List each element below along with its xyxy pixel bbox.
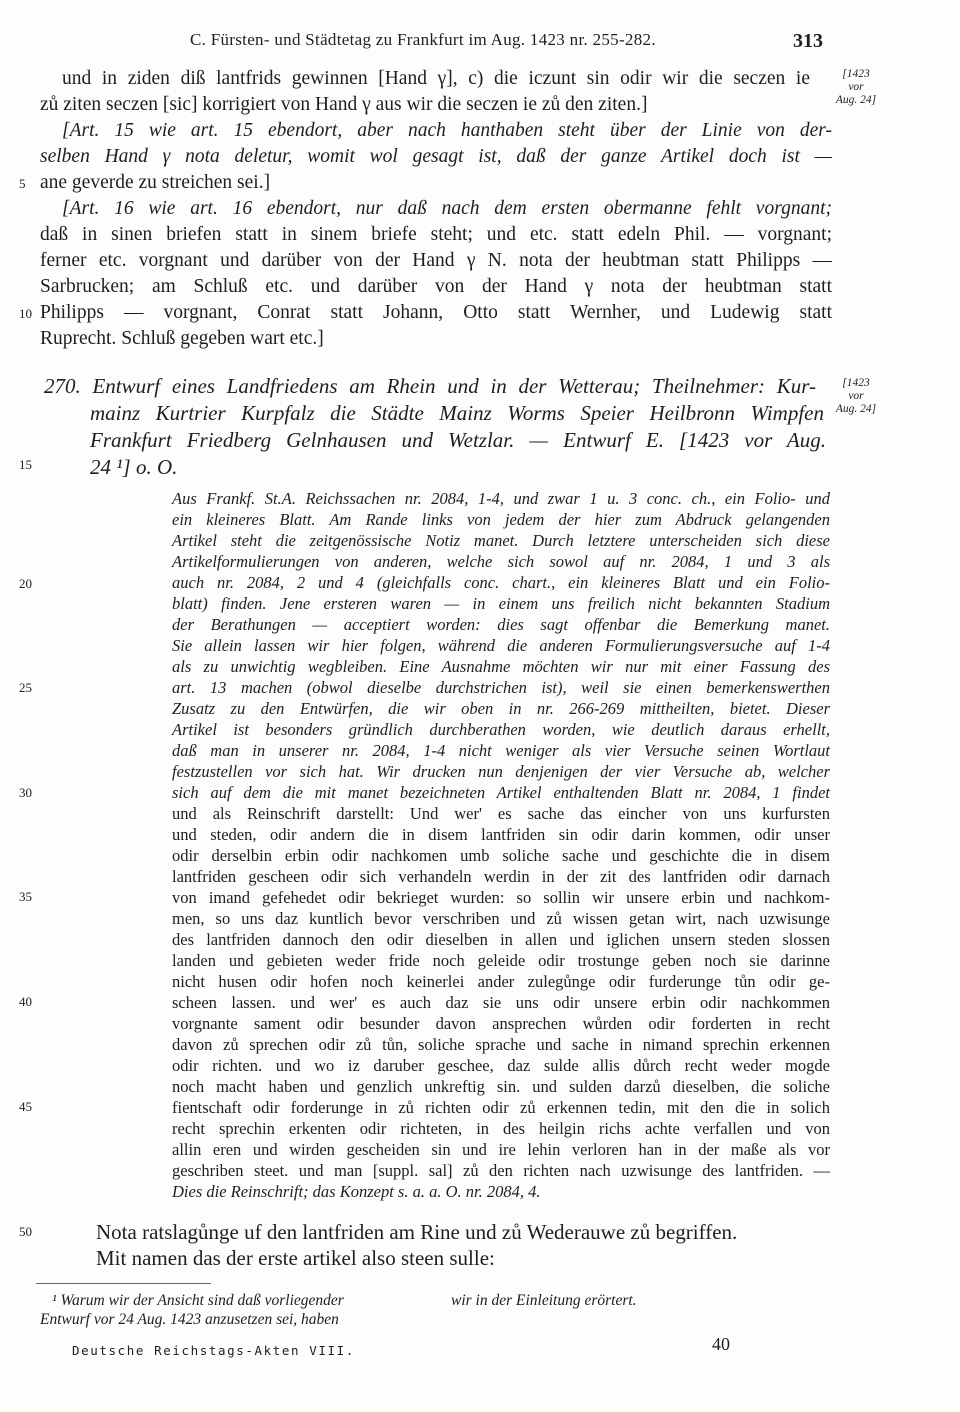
- commentary-line: odir richten. und wo iz daruber geschee, daz sulde allis důrch recht weder mogde: [172, 1056, 830, 1075]
- text-line: Ruprecht. Schluß gegeben wart etc.]: [40, 328, 324, 349]
- text-line: selben Hand γ nota deletur, womit wol gesagt ist, daß der ganze Artikel doch ist —: [40, 146, 832, 167]
- running-title: C. Fürsten- und Städtetag zu Frankfurt im Aug. 1423 nr. 255-282.: [190, 30, 656, 49]
- commentary-line: odir derselbin erbin odir nachkomen umb soliche sache und geschichte die in disem: [172, 846, 830, 865]
- commentary-line: allin eren und wirden gescheiden sin und ire lehin verloren han in der maße als vor: [172, 1140, 830, 1159]
- margin-note-date: [826, 377, 886, 416]
- commentary-line: recht sprechin erkenten odir richteten, in des heilgin richs achte verfallen und von: [172, 1119, 830, 1138]
- commentary-line: daß man in unserer nr. 2084, 1-4 nicht weniger als vier Versuche seinen Wortlaut: [172, 741, 830, 760]
- commentary-line: festzustellen vor sich hat. Wir drucken nun denjenigen der vier Versuche ab, welcher: [172, 762, 830, 781]
- series-signature: Deutsche Reichstags-Akten VIII.: [72, 1343, 355, 1358]
- text-line: Philipps — vorgnant, Conrat statt Johann, Otto statt Wernher, und Ludewig statt: [40, 302, 832, 323]
- commentary-line: Aus Frankf. St.A. Reichssachen nr. 2084, 1-4, und zwar 1 u. 3 conc. ch., ein Folio- und: [172, 489, 830, 508]
- text-line: [Art. 15 wie art. 15 ebendort, aber nach hanthaben steht über der Linie von der-: [62, 120, 832, 141]
- commentary-line: vorgnante sament odir besunder davon ansprechen wůrden odir forderten in recht: [172, 1014, 830, 1033]
- commentary-line: und steden, odir andern die in disem lantfriden sin odir darin kommen, odir unser: [172, 825, 830, 844]
- commentary-line: noch macht haben und genzlich unkreftig sin. und sulden darzů dieselben, die soliche: [172, 1077, 830, 1096]
- line-number: 10: [19, 306, 32, 321]
- commentary-line: ein kleineres Blatt. Am Rande links von jedem der hier zum Abdruck gelangenden: [172, 510, 830, 529]
- source-text-line: Nota ratslagůnge uf den lantfriden am Rine und zů Wederauwe zů begriffen.: [96, 1220, 738, 1244]
- text-line: [Art. 16 wie art. 16 ebendort, nur daß nach dem ersten obermanne fehlt vorgnant;: [62, 198, 832, 219]
- commentary-line: Artikel steht die zeitgenössische Notiz manet. Durch letztere unterscheiden sich diese: [172, 531, 830, 550]
- line-number: 35: [19, 889, 32, 904]
- commentary-line: men, so uns daz kuntlich bevor verschriben und zů wissen getan wirt, nach uzwisunge: [172, 909, 830, 928]
- commentary-line: scheen lassen. und wer' es auch daz sie uns odir unsere erbin odir nachkommen: [172, 993, 830, 1012]
- text-line: daß in sinen briefen statt in sinem briefe steht; und etc. statt edeln Phil. — vorgnant;: [40, 224, 832, 245]
- line-number: 50: [19, 1224, 32, 1239]
- text-line: Sarbrucken; am Schluß etc. und darüber von der Hand γ nota der heubtman statt: [40, 276, 832, 297]
- footnote-line: ¹ Warum wir der Ansicht sind daß vorliegender: [52, 1292, 344, 1309]
- text-line: ane geverde zu streichen sei.]: [40, 172, 271, 193]
- commentary-line: geschriben steet. und man [suppl. sal] zů den richten nach uzwisunge des lantfriden. —: [172, 1161, 830, 1180]
- margin-note-line: vor: [848, 390, 864, 402]
- commentary-line: von imand gefehedet odir bekrieget wurden: so sollin wir unsere erbin und nachkom-: [172, 888, 830, 907]
- line-number: 20: [19, 576, 32, 591]
- commentary-line: Dies die Reinschrift; das Konzept s. a. a. O. nr. 2084, 4.: [172, 1182, 541, 1201]
- sheet-number: 40: [712, 1334, 730, 1354]
- text-line: und in ziden diß lantfrids gewinnen [Hand γ], c) die iczunt sin odir wir die seczen ie: [62, 68, 810, 89]
- margin-note-line: Aug. 24]: [835, 94, 877, 106]
- line-number: 15: [19, 457, 32, 472]
- commentary-line: davon zů sprechen odir zů tůn, soliche sprache und sache in nimand sprechin erkennen: [172, 1035, 830, 1054]
- margin-note-line: vor: [848, 81, 864, 93]
- footnote-rule: [36, 1283, 211, 1284]
- margin-note-line: Aug. 24]: [835, 403, 877, 415]
- line-number: 45: [19, 1099, 32, 1114]
- running-header: [0, 30, 960, 58]
- page-number: 313: [793, 30, 823, 52]
- text-line: ferner etc. vorgnant und darüber von der Hand γ N. nota der heubtman statt Philipps —: [40, 250, 832, 271]
- margin-note-line: [1423: [842, 377, 870, 389]
- margin-note-line: [1423: [842, 68, 870, 80]
- commentary-line: sich auf dem die mit manet bezeichneten Artikel enthaltenden Blatt nr. 2084, 1 findet: [172, 783, 830, 802]
- commentary-line: blatt) finden. Jene ersteren waren — in einem uns freilich nicht bekannten Stadium: [172, 594, 830, 613]
- commentary-line: landen und gebieten weder fride noch geleide odir trostunge geben noch sie darinne: [172, 951, 830, 970]
- line-number: 40: [19, 994, 32, 1009]
- line-number: 5: [19, 176, 26, 191]
- commentary-line: auch nr. 2084, 2 und 4 (gleichfalls conc. chart., ein kleineres Blatt und ein Folio-: [172, 573, 830, 592]
- entry-heading: 24 ¹] o. O.: [90, 455, 178, 479]
- entry-heading: mainz Kurtrier Kurpfalz die Städte Mainz Worms Speier Heilbronn Wimpfen: [90, 401, 824, 425]
- commentary-line: lantfriden gescheen odir sich verhandeln werdin in der zit des lantfriden odir darnach: [172, 867, 830, 886]
- commentary-line: fientschaft odir forderunge in zů richten odir zů erkennen tedin, mit den die in solich: [172, 1098, 830, 1117]
- entry-heading: Frankfurt Friedberg Gelnhausen und Wetzlar. — Entwurf E. [1423 vor Aug.: [90, 428, 826, 452]
- commentary-line: Zusatz zu den Entwürfen, die wir oben in nr. 266-269 mittheilten, bietet. Dieser: [172, 699, 830, 718]
- footnote-line: wir in der Einleitung erörtert.: [451, 1292, 637, 1309]
- commentary-line: Artikel ist besonders gründlich durchberathen worden, wie deutlich daraus erhellt,: [172, 720, 830, 739]
- text-line: zů ziten seczen [sic] korrigiert von Hand γ aus wir die seczen ie zů den ziten.]: [40, 94, 648, 115]
- entry-heading: 270. Entwurf eines Landfriedens am Rhein und in der Wetterau; Theilnehmer: Kur-: [44, 374, 816, 398]
- line-number: 25: [19, 680, 32, 695]
- commentary-line: als zu unwichtig wegbleiben. Eine Ausnahme möchten wir nur mit einer Fassung des: [172, 657, 830, 676]
- source-text-line: Mit namen das der erste artikel also steen sulle:: [96, 1246, 495, 1270]
- commentary-line: und als Reinschrift darstellt: Und wer' es sache das eincher von uns kurfursten: [172, 804, 830, 823]
- commentary-line: Artikelformulierungen von anderen, welche sich sowol auf nr. 2084, 1 und 3 als: [172, 552, 830, 571]
- commentary-line: der Berathungen — acceptiert worden: dies sagt offenbar die Bemerkung manet.: [172, 615, 830, 634]
- commentary-line: art. 13 machen (obwol dieselbe durchstrichen ist), weil sie einen bemerkenswerthen: [172, 678, 830, 697]
- margin-note-date: [826, 68, 886, 107]
- line-number: 30: [19, 785, 32, 800]
- commentary-line: nicht husen odir hofen noch keinerlei ander zulegůnge odir furderunge tůn odir ge-: [172, 972, 830, 991]
- commentary-line: Sie allein lassen wir hier folgen, während die anderen Formulierungsversuche auf 1-4: [172, 636, 830, 655]
- footnote-line: Entwurf vor 24 Aug. 1423 anzusetzen sei, haben: [40, 1311, 339, 1328]
- commentary-line: des lantfriden dannoch den odir dieselben in allen und iglichen unsern steden slossen: [172, 930, 830, 949]
